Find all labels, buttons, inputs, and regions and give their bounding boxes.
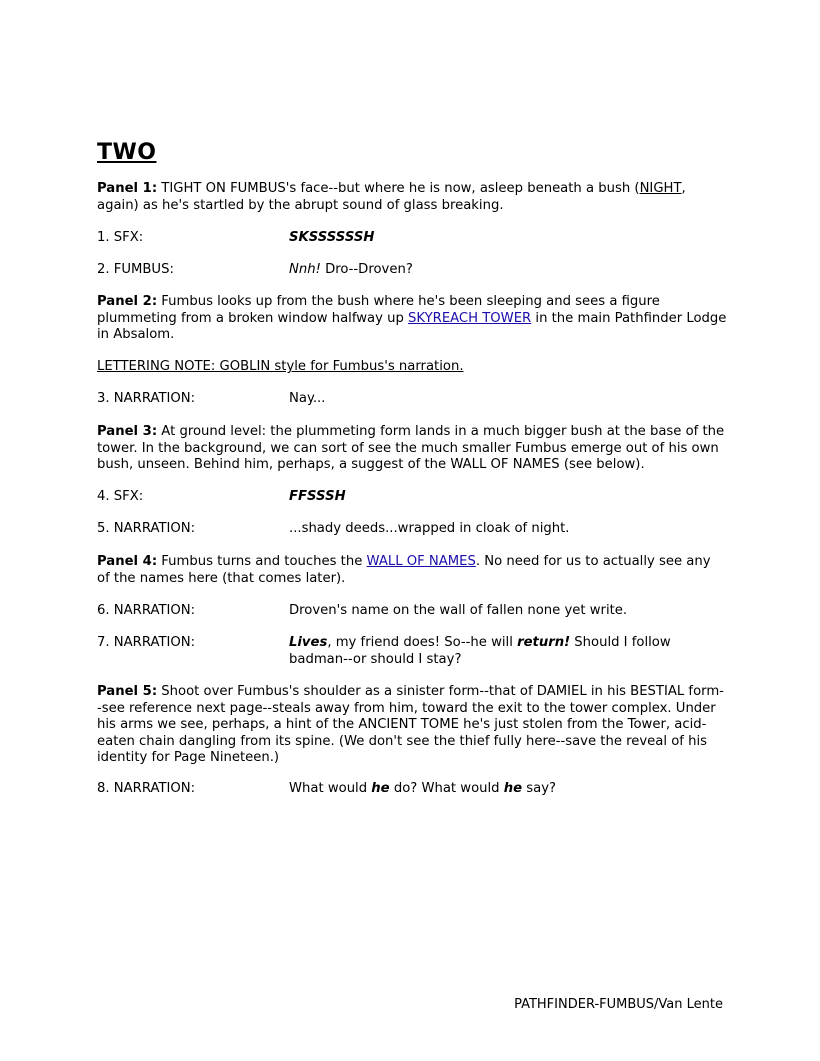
script-line-4 [97,489,727,506]
page-title: TWO [97,140,157,165]
script-line-5 [97,521,727,538]
line-3-text: Nay... [289,391,326,406]
panel-3-label: Panel 3: [97,424,158,439]
panel-5-text: Shoot over Fumbus's shoulder as a sinister form--that of DAMIEL in his BESTIAL form--see reference next page--steals away from him, toward the exit to the tower complex. Under his arms we see, perhaps, a hint of the ANCIENT TOME he's just stolen from the Tower, acid-eaten chain dangling from its spine. (We don't see the thief fully here--save the reveal of his identity for Page Nineteen.) [97,684,724,765]
lettering-note: LETTERING NOTE: GOBLIN style for Fumbus's narration. [97,359,464,374]
panel-1-description [97,181,727,214]
script-line-3 [97,391,727,408]
panel-4-label: Panel 4: [97,554,158,569]
line-7-emphasis-2: return! [517,635,571,650]
panel-1-text-a: TIGHT ON FUMBUS's face--but where he is now, asleep beneath a bush ( [157,181,640,196]
line-8-emphasis-2: he [503,781,523,796]
line-8-text-c: say? [522,781,557,796]
line-1-sfx: SKSSSSSSH [289,230,375,245]
script-line-7 [97,635,727,668]
line-7-text-a: , my friend does! So--he will [327,635,518,650]
panel-1-text-b: , again) as he's startled by the abrupt sound of glass breaking. [97,181,686,213]
line-5-text: ...shady deeds...wrapped in cloak of night. [289,521,570,536]
line-8-label: 8. NARRATION: [97,781,196,796]
script-line-1 [97,230,727,247]
line-2-label: 2. FUMBUS: [97,262,174,277]
line-7-emphasis-1: Lives [289,635,328,650]
script-line-2 [97,262,727,279]
panel-2-description [97,294,727,344]
line-8-text-b: do? What would [389,781,504,796]
panel-5-description [97,684,727,767]
script-line-8 [97,781,727,798]
line-7-text-b: Should I follow badman--or should I stay? [289,635,671,667]
script-line-6 [97,603,727,620]
panel-1-label: Panel 1: [97,181,158,196]
panel-5-label: Panel 5: [97,684,158,699]
panel-3-description [97,424,727,474]
panel-4-text-a: Fumbus turns and touches the [157,554,367,569]
line-6-text: Droven's name on the wall of fallen none yet write. [289,603,628,618]
line-7-label: 7. NARRATION: [97,635,196,650]
line-5-label: 5. NARRATION: [97,521,196,536]
panel-3-text: At ground level: the plummeting form lands in a much bigger bush at the base of the tower. In the background, we can sort of see the much smaller Fumbus emerge out of his own bush, unseen. Behind him, perhaps, a suggest of the WALL OF NAMES (see below). [97,424,725,472]
skyreach-tower-link[interactable]: SKYREACH TOWER [408,310,532,326]
line-7-dialogue [289,635,727,668]
panel-2-text-b: in the main Pathfinder Lodge in Absalom. [97,310,727,342]
line-4-label: 4. SFX: [97,489,144,504]
line-1-label: 1. SFX: [97,230,144,245]
panel-4-description [97,554,727,587]
panel-2-text-a: Fumbus looks up from the bush where he's been sleeping and sees a figure plummeting from a broken window halfway up [97,294,660,326]
line-8-emphasis-1: he [371,781,390,796]
page-footer: PATHFINDER-FUMBUS/Van Lente [514,997,723,1012]
wall-of-names-link[interactable]: WALL OF NAMES [366,554,476,569]
line-6-label: 6. NARRATION: [97,603,196,618]
line-3-label: 3. NARRATION: [97,391,196,406]
line-8-text-a: What would [289,781,372,796]
line-4-sfx: FFSSSH [289,489,346,504]
night-underlined: NIGHT [639,181,682,196]
panel-4-text-b: . No need for us to actually see any of the names here (that comes later). [97,554,711,586]
line-2-text: Dro--Droven? [320,262,413,277]
line-2-italic: Nnh! [289,262,321,277]
panel-2-label: Panel 2: [97,294,158,309]
